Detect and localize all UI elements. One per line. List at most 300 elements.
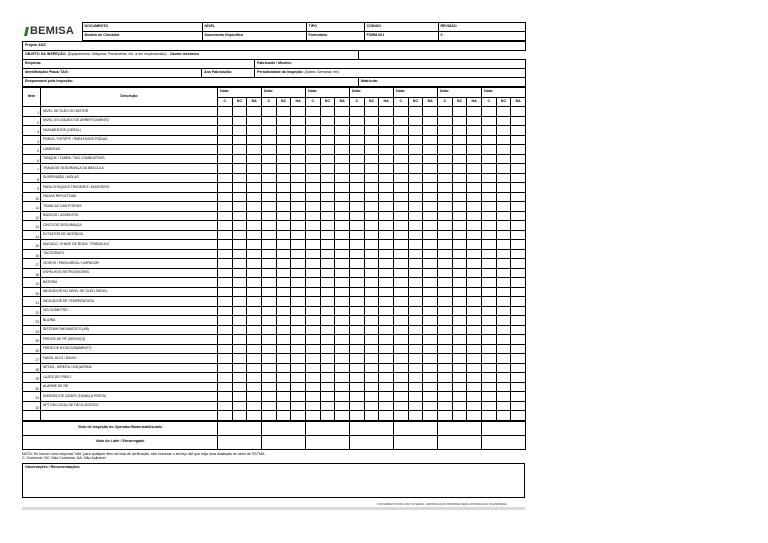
check-cell[interactable] <box>394 278 409 288</box>
check-cell[interactable] <box>364 135 379 145</box>
check-cell[interactable] <box>394 154 409 164</box>
check-cell[interactable] <box>452 183 467 193</box>
check-cell[interactable] <box>364 325 379 335</box>
check-cell[interactable] <box>423 287 438 297</box>
check-cell[interactable] <box>408 316 423 326</box>
check-cell[interactable] <box>218 278 233 288</box>
check-cell[interactable] <box>408 382 423 392</box>
check-cell[interactable] <box>394 259 409 269</box>
check-cell[interactable] <box>438 145 453 155</box>
check-cell[interactable] <box>306 164 321 174</box>
check-cell[interactable] <box>350 116 365 126</box>
check-cell[interactable] <box>467 107 482 117</box>
check-cell[interactable] <box>262 392 277 402</box>
check-cell[interactable] <box>247 344 262 354</box>
check-cell[interactable] <box>306 259 321 269</box>
check-cell[interactable] <box>364 240 379 250</box>
empresa-field[interactable]: Empresa: <box>23 60 255 69</box>
check-cell[interactable] <box>394 221 409 231</box>
check-cell[interactable] <box>379 373 394 383</box>
check-cell[interactable] <box>335 192 350 202</box>
check-cell[interactable] <box>496 221 511 231</box>
check-cell[interactable] <box>379 145 394 155</box>
check-cell[interactable] <box>438 278 453 288</box>
check-cell[interactable] <box>511 278 526 288</box>
check-cell[interactable] <box>218 382 233 392</box>
check-cell[interactable] <box>482 392 497 402</box>
check-cell[interactable] <box>482 211 497 221</box>
check-cell[interactable] <box>496 107 511 117</box>
check-cell[interactable] <box>276 401 291 411</box>
check-cell[interactable] <box>306 107 321 117</box>
check-cell[interactable] <box>408 306 423 316</box>
check-cell[interactable] <box>467 183 482 193</box>
check-cell[interactable] <box>350 382 365 392</box>
check-cell[interactable] <box>306 316 321 326</box>
check-cell[interactable] <box>438 126 453 136</box>
check-cell[interactable] <box>291 135 306 145</box>
check-cell[interactable] <box>511 411 526 421</box>
check-cell[interactable] <box>394 316 409 326</box>
check-cell[interactable] <box>218 363 233 373</box>
check-cell[interactable] <box>482 411 497 421</box>
check-cell[interactable] <box>511 135 526 145</box>
check-cell[interactable] <box>350 268 365 278</box>
check-cell[interactable] <box>335 354 350 364</box>
check-cell[interactable] <box>232 325 247 335</box>
check-cell[interactable] <box>276 287 291 297</box>
check-cell[interactable] <box>379 363 394 373</box>
check-cell[interactable] <box>291 325 306 335</box>
check-cell[interactable] <box>394 401 409 411</box>
check-cell[interactable] <box>218 373 233 383</box>
check-cell[interactable] <box>467 297 482 307</box>
check-cell[interactable] <box>276 192 291 202</box>
check-cell[interactable] <box>232 335 247 345</box>
check-cell[interactable] <box>423 240 438 250</box>
check-cell[interactable] <box>452 306 467 316</box>
check-cell[interactable] <box>306 183 321 193</box>
check-cell[interactable] <box>335 411 350 421</box>
check-cell[interactable] <box>350 411 365 421</box>
check-cell[interactable] <box>320 211 335 221</box>
check-cell[interactable] <box>379 240 394 250</box>
check-cell[interactable] <box>335 306 350 316</box>
check-cell[interactable] <box>379 392 394 402</box>
signature-cell[interactable] <box>350 421 394 435</box>
responsavel-field[interactable]: Responsável pela Inspeção: <box>23 78 359 87</box>
check-cell[interactable] <box>496 325 511 335</box>
check-cell[interactable] <box>511 107 526 117</box>
check-cell[interactable] <box>482 107 497 117</box>
signature-cell[interactable] <box>218 421 262 435</box>
check-cell[interactable] <box>350 401 365 411</box>
check-cell[interactable] <box>262 297 277 307</box>
check-cell[interactable] <box>247 230 262 240</box>
check-cell[interactable] <box>496 411 511 421</box>
check-cell[interactable] <box>232 192 247 202</box>
check-cell[interactable] <box>511 126 526 136</box>
check-cell[interactable] <box>379 411 394 421</box>
check-cell[interactable] <box>291 411 306 421</box>
check-cell[interactable] <box>467 392 482 402</box>
check-cell[interactable] <box>218 240 233 250</box>
check-cell[interactable] <box>423 145 438 155</box>
check-cell[interactable] <box>482 154 497 164</box>
check-cell[interactable] <box>364 401 379 411</box>
check-cell[interactable] <box>452 287 467 297</box>
check-cell[interactable] <box>350 325 365 335</box>
check-cell[interactable] <box>247 382 262 392</box>
check-cell[interactable] <box>482 354 497 364</box>
check-cell[interactable] <box>394 173 409 183</box>
check-cell[interactable] <box>291 297 306 307</box>
check-cell[interactable] <box>394 116 409 126</box>
check-cell[interactable] <box>262 249 277 259</box>
check-cell[interactable] <box>364 145 379 155</box>
check-cell[interactable] <box>379 278 394 288</box>
check-cell[interactable] <box>364 335 379 345</box>
check-cell[interactable] <box>423 164 438 174</box>
check-cell[interactable] <box>247 392 262 402</box>
check-cell[interactable] <box>276 306 291 316</box>
check-cell[interactable] <box>496 306 511 316</box>
check-cell[interactable] <box>364 259 379 269</box>
check-cell[interactable] <box>335 316 350 326</box>
check-cell[interactable] <box>335 363 350 373</box>
check-cell[interactable] <box>423 192 438 202</box>
check-cell[interactable] <box>482 287 497 297</box>
check-cell[interactable] <box>438 221 453 231</box>
check-cell[interactable] <box>262 202 277 212</box>
check-cell[interactable] <box>291 401 306 411</box>
check-cell[interactable] <box>306 230 321 240</box>
check-cell[interactable] <box>394 145 409 155</box>
check-cell[interactable] <box>232 259 247 269</box>
check-cell[interactable] <box>467 335 482 345</box>
check-cell[interactable] <box>438 249 453 259</box>
check-cell[interactable] <box>467 325 482 335</box>
check-cell[interactable] <box>438 259 453 269</box>
check-cell[interactable] <box>350 107 365 117</box>
check-cell[interactable] <box>467 145 482 155</box>
check-cell[interactable] <box>247 202 262 212</box>
check-cell[interactable] <box>247 249 262 259</box>
check-cell[interactable] <box>350 145 365 155</box>
check-cell[interactable] <box>306 173 321 183</box>
check-cell[interactable] <box>262 211 277 221</box>
check-cell[interactable] <box>438 306 453 316</box>
check-cell[interactable] <box>364 192 379 202</box>
check-cell[interactable] <box>438 287 453 297</box>
check-cell[interactable] <box>467 373 482 383</box>
check-cell[interactable] <box>232 145 247 155</box>
check-cell[interactable] <box>350 392 365 402</box>
check-cell[interactable] <box>335 145 350 155</box>
check-cell[interactable] <box>276 202 291 212</box>
check-cell[interactable] <box>496 268 511 278</box>
check-cell[interactable] <box>335 392 350 402</box>
check-cell[interactable] <box>496 335 511 345</box>
check-cell[interactable] <box>276 411 291 421</box>
check-cell[interactable] <box>306 202 321 212</box>
check-cell[interactable] <box>423 107 438 117</box>
check-cell[interactable] <box>306 287 321 297</box>
check-cell[interactable] <box>482 382 497 392</box>
check-cell[interactable] <box>408 259 423 269</box>
check-cell[interactable] <box>262 268 277 278</box>
check-cell[interactable] <box>408 335 423 345</box>
check-cell[interactable] <box>364 126 379 136</box>
check-cell[interactable] <box>306 135 321 145</box>
check-cell[interactable] <box>291 306 306 316</box>
check-cell[interactable] <box>350 287 365 297</box>
check-cell[interactable] <box>452 392 467 402</box>
check-cell[interactable] <box>232 344 247 354</box>
check-cell[interactable] <box>320 107 335 117</box>
check-cell[interactable] <box>320 392 335 402</box>
check-cell[interactable] <box>232 173 247 183</box>
check-cell[interactable] <box>218 354 233 364</box>
check-cell[interactable] <box>496 297 511 307</box>
check-cell[interactable] <box>452 268 467 278</box>
check-cell[interactable] <box>394 411 409 421</box>
check-cell[interactable] <box>511 183 526 193</box>
check-cell[interactable] <box>423 183 438 193</box>
check-cell[interactable] <box>364 354 379 364</box>
check-cell[interactable] <box>511 316 526 326</box>
check-cell[interactable] <box>438 316 453 326</box>
check-cell[interactable] <box>394 268 409 278</box>
check-cell[interactable] <box>247 411 262 421</box>
check-cell[interactable] <box>218 392 233 402</box>
check-cell[interactable] <box>262 382 277 392</box>
check-cell[interactable] <box>408 344 423 354</box>
check-cell[interactable] <box>291 145 306 155</box>
check-cell[interactable] <box>467 211 482 221</box>
check-cell[interactable] <box>276 325 291 335</box>
check-cell[interactable] <box>218 335 233 345</box>
check-cell[interactable] <box>482 221 497 231</box>
check-cell[interactable] <box>511 221 526 231</box>
check-cell[interactable] <box>467 259 482 269</box>
check-cell[interactable] <box>306 325 321 335</box>
check-cell[interactable] <box>496 249 511 259</box>
check-cell[interactable] <box>379 107 394 117</box>
check-cell[interactable] <box>496 126 511 136</box>
check-cell[interactable] <box>452 363 467 373</box>
check-cell[interactable] <box>306 278 321 288</box>
check-cell[interactable] <box>335 259 350 269</box>
check-cell[interactable] <box>467 164 482 174</box>
check-cell[interactable] <box>262 411 277 421</box>
check-cell[interactable] <box>379 316 394 326</box>
check-cell[interactable] <box>350 297 365 307</box>
check-cell[interactable] <box>350 126 365 136</box>
check-cell[interactable] <box>232 363 247 373</box>
check-cell[interactable] <box>467 249 482 259</box>
check-cell[interactable] <box>496 287 511 297</box>
check-cell[interactable] <box>247 316 262 326</box>
check-cell[interactable] <box>467 344 482 354</box>
check-cell[interactable] <box>423 268 438 278</box>
check-cell[interactable] <box>232 183 247 193</box>
check-cell[interactable] <box>320 259 335 269</box>
check-cell[interactable] <box>467 154 482 164</box>
check-cell[interactable] <box>452 382 467 392</box>
check-cell[interactable] <box>379 249 394 259</box>
check-cell[interactable] <box>452 316 467 326</box>
check-cell[interactable] <box>291 154 306 164</box>
check-cell[interactable] <box>438 173 453 183</box>
check-cell[interactable] <box>379 268 394 278</box>
check-cell[interactable] <box>320 401 335 411</box>
check-cell[interactable] <box>218 221 233 231</box>
check-cell[interactable] <box>306 126 321 136</box>
check-cell[interactable] <box>511 297 526 307</box>
check-cell[interactable] <box>482 373 497 383</box>
check-cell[interactable] <box>482 259 497 269</box>
check-cell[interactable] <box>438 116 453 126</box>
check-cell[interactable] <box>394 325 409 335</box>
check-cell[interactable] <box>320 373 335 383</box>
check-cell[interactable] <box>350 354 365 364</box>
check-cell[interactable] <box>511 373 526 383</box>
check-cell[interactable] <box>232 411 247 421</box>
check-cell[interactable] <box>379 287 394 297</box>
check-cell[interactable] <box>452 221 467 231</box>
check-cell[interactable] <box>247 173 262 183</box>
check-cell[interactable] <box>232 116 247 126</box>
check-cell[interactable] <box>350 135 365 145</box>
check-cell[interactable] <box>452 249 467 259</box>
check-cell[interactable] <box>320 183 335 193</box>
check-cell[interactable] <box>452 354 467 364</box>
check-cell[interactable] <box>496 392 511 402</box>
check-cell[interactable] <box>482 192 497 202</box>
check-cell[interactable] <box>467 411 482 421</box>
check-cell[interactable] <box>232 107 247 117</box>
check-cell[interactable] <box>408 107 423 117</box>
check-cell[interactable] <box>364 278 379 288</box>
check-cell[interactable] <box>276 268 291 278</box>
check-cell[interactable] <box>218 145 233 155</box>
check-cell[interactable] <box>247 145 262 155</box>
check-cell[interactable] <box>335 154 350 164</box>
check-cell[interactable] <box>379 192 394 202</box>
check-cell[interactable] <box>467 382 482 392</box>
check-cell[interactable] <box>291 230 306 240</box>
check-cell[interactable] <box>335 278 350 288</box>
check-cell[interactable] <box>335 183 350 193</box>
check-cell[interactable] <box>394 373 409 383</box>
check-cell[interactable] <box>232 154 247 164</box>
check-cell[interactable] <box>511 259 526 269</box>
check-cell[interactable] <box>306 249 321 259</box>
check-cell[interactable] <box>379 344 394 354</box>
check-cell[interactable] <box>364 164 379 174</box>
check-cell[interactable] <box>364 373 379 383</box>
check-cell[interactable] <box>291 164 306 174</box>
check-cell[interactable] <box>276 382 291 392</box>
check-cell[interactable] <box>232 401 247 411</box>
check-cell[interactable] <box>276 297 291 307</box>
check-cell[interactable] <box>452 259 467 269</box>
check-cell[interactable] <box>320 411 335 421</box>
check-cell[interactable] <box>408 211 423 221</box>
check-cell[interactable] <box>452 297 467 307</box>
check-cell[interactable] <box>423 221 438 231</box>
check-cell[interactable] <box>276 230 291 240</box>
check-cell[interactable] <box>306 297 321 307</box>
check-cell[interactable] <box>408 249 423 259</box>
check-cell[interactable] <box>218 316 233 326</box>
signature-cell[interactable] <box>306 435 350 449</box>
check-cell[interactable] <box>379 230 394 240</box>
check-cell[interactable] <box>291 240 306 250</box>
check-cell[interactable] <box>291 173 306 183</box>
check-cell[interactable] <box>408 363 423 373</box>
check-cell[interactable] <box>247 154 262 164</box>
check-cell[interactable] <box>350 278 365 288</box>
check-cell[interactable] <box>394 382 409 392</box>
check-cell[interactable] <box>467 278 482 288</box>
check-cell[interactable] <box>291 335 306 345</box>
check-cell[interactable] <box>276 221 291 231</box>
check-cell[interactable] <box>467 354 482 364</box>
check-cell[interactable] <box>232 202 247 212</box>
check-cell[interactable] <box>364 268 379 278</box>
check-cell[interactable] <box>247 363 262 373</box>
fabricante-field[interactable]: Fabricante / Modelo: <box>255 60 526 69</box>
check-cell[interactable] <box>423 392 438 402</box>
check-cell[interactable] <box>276 116 291 126</box>
check-cell[interactable] <box>408 164 423 174</box>
check-cell[interactable] <box>364 392 379 402</box>
check-cell[interactable] <box>467 192 482 202</box>
date-header[interactable]: Data: <box>218 88 262 98</box>
check-cell[interactable] <box>364 363 379 373</box>
check-cell[interactable] <box>364 154 379 164</box>
check-cell[interactable] <box>482 202 497 212</box>
signature-cell[interactable] <box>438 421 482 435</box>
check-cell[interactable] <box>408 192 423 202</box>
check-cell[interactable] <box>496 173 511 183</box>
check-cell[interactable] <box>218 173 233 183</box>
check-cell[interactable] <box>482 344 497 354</box>
check-cell[interactable] <box>218 135 233 145</box>
check-cell[interactable] <box>452 325 467 335</box>
check-cell[interactable] <box>438 154 453 164</box>
check-cell[interactable] <box>438 230 453 240</box>
check-cell[interactable] <box>423 135 438 145</box>
check-cell[interactable] <box>496 164 511 174</box>
check-cell[interactable] <box>335 164 350 174</box>
check-cell[interactable] <box>438 192 453 202</box>
check-cell[interactable] <box>306 392 321 402</box>
check-cell[interactable] <box>218 259 233 269</box>
check-cell[interactable] <box>438 325 453 335</box>
check-cell[interactable] <box>482 335 497 345</box>
check-cell[interactable] <box>262 335 277 345</box>
check-cell[interactable] <box>335 297 350 307</box>
check-cell[interactable] <box>364 287 379 297</box>
check-cell[interactable] <box>247 240 262 250</box>
check-cell[interactable] <box>496 363 511 373</box>
check-cell[interactable] <box>350 173 365 183</box>
check-cell[interactable] <box>438 354 453 364</box>
check-cell[interactable] <box>482 325 497 335</box>
